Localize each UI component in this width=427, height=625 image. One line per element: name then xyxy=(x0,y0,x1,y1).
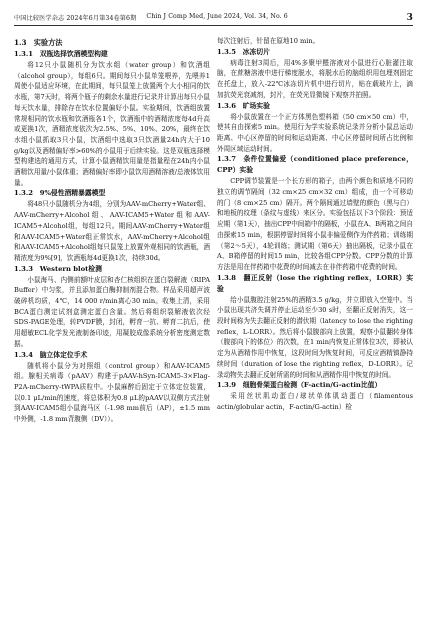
subsection-heading: 1.3.5 冰冻切片 xyxy=(217,47,270,56)
paragraph: 随机将小鼠分为对照组（control group）和AAV-ICAM5组。腺相关病毒（pAAV）构建于pAAV-hSyn-ICAM5-3×Flag-P2A-mCherry-tWPA质粒中。小鼠麻醉后固定于立体定位装置，以0.1 μL/min的速度，将总体积为0.8 μL的pAAV以双侧方式注射到AAV-ICAM5组小鼠海马区（-1.98 mm前后（AP），±1.5 mm中外侧，-1.8 mm背腹侧（DV））。 xyxy=(14,361,210,424)
subsection-heading: 1.3.9 细胞骨架蛋白检测（F-actin/G-actin比值） xyxy=(217,381,382,390)
paragraph: 病毒注射3周后，用4%多聚甲醛溶液对小鼠进行心脏灌注取脑，在蔗糖溶液中进行梯度脱水，将脱水后的脑组织用包埋剂固定在托盘上，放入-22℃冰冻切片机中进行切片，贴在载玻片上，滴加抗荧光衰减剂，封片，在荧光显微镜下观察并拍照。 xyxy=(217,58,413,99)
subsection-heading: 1.3.2 9%侵性酒精暴露模型 xyxy=(14,189,106,198)
journal-title-cn: 中国比较医学杂志 2024年6月第34卷第6期 xyxy=(14,15,137,22)
paragraph: 将12只小鼠随机分为饮水组（water group）和饮酒组（alcohol group），每组6只。期间每只小鼠单笼喂养，先喂养1周使小鼠适应环境，在此期间，每只鼠笼上放置两个大小相同的饮水瓶，第7天时，将两个瓶子的剩余水量进行记录并计算出每只小鼠每天饮水量，排除存在饮水位置偏好小鼠。实验期间，饮酒组放置常规相同的饮水瓶和饮酒瓶各1个，饮酒瓶中的酒精浓度每4d升高或更换1次，酒精浓度依次为2.5%、5%、10%、20%，最终在饮水组小鼠抓取3只小鼠，饮酒组中选取3只饮酒量24h内大于10 g/kg以及酒精偏好率>60%的小鼠用于后续实验。这是双瓶选择模型构建选的通用方式，计算小鼠酒精饮用量是指量程在24h内小鼠酒精饮用量/小鼠体重；酒精偏好率即小鼠饮用酒精溶液/总液体饮用量。 xyxy=(14,61,210,187)
left-column xyxy=(14,36,210,616)
paragraph: 小鼠海马、内侧前额叶皮层和杏仁核组织在蛋白裂解液（RIPA Buffer）中匀浆，并且添加蛋白酶抑制剂混合物。样品采用超声波破碎机均质，4℃，14 000 r/min离心30 min。收集上清，采用BCA蛋白测定试剂盒测定蛋白含量。然后将组织裂解液依次经SDS-PAGE处理，转PVDF膜，封闭，孵育一抗、孵育二抗后，使用超敏ECL化学发光液制备印迹，用凝胶成像系统分析密度测定数据。 xyxy=(14,275,210,348)
subsection-heading: 1.3.8 翻正反射（lose the righting reflex，LORR）实验 xyxy=(217,273,413,293)
subsection-heading: 1.3.6 旷场实验 xyxy=(217,101,270,110)
paragraph: 每次注射后，针留在原地10 min。 xyxy=(217,37,320,45)
paragraph: 将48只小鼠随机分为4组，分别为AAV-mCherry+Water组、AAV-mCherry+Alcohol组、AAV-ICAM5+Water组和AAV-ICAM5+Alcohol组，每组12只。期间AAV-mCherry+Water组和AAV-ICAM5+Water组正常饮水，AAV-mCherry+Alcohol组和AAV-ICAM5+Alcohol组每只鼠笼上放置外观相同的饮酒瓶，酒精浓度为9%[9]，饮酒瓶每4d更换1次，持续30d。 xyxy=(14,200,210,262)
subsection-heading: 1.3.4 脑立体定位手术 xyxy=(14,350,88,359)
paragraph: 采用丝状肌动蛋白/球状单体肌动蛋白（filamentous actin/globular actin，F-actin/G-actin）检 xyxy=(217,392,413,411)
subsection-heading: 1.3.1 双瓶选择饮酒模型构建 xyxy=(14,50,108,58)
subsection-heading: 1.3.3 Western blot检测 xyxy=(14,264,102,273)
right-column xyxy=(217,36,413,616)
subsection-heading: 1.3.7 条件位置偏爱（conditioned place preference，CPP）实验 xyxy=(217,155,413,175)
paragraph: 给小鼠腹腔注射25%的酒精3.5 g/kg，并立即放入空笼中。当小鼠出现共济失调并停止运动至少30 s时，至翻正反射消失，这一段时间称为失去翻正反射的潜伏期（latency to lose the righting reflex，L-LORR）。然后将小鼠腹部向上放置，观察小鼠翻转身体（腹部向下的体位）的次数，在1 min内恢复正常体位3次，即被认定为从酒精作用中恢复，这段时间为恢复时间，可反应酒精镇静持续时间（duration of lose the righting reflex，D-LORR）。记录动物失去翻正反射所需的时间和从酒精作用中恢复的时间。 xyxy=(217,295,413,379)
journal-info xyxy=(14,13,288,22)
section-heading: 1.3 实验方法 xyxy=(14,38,63,47)
journal-title-en: Chin J Comp Med, June 2024, Vol. 34, No. 6 xyxy=(146,13,288,20)
running-header xyxy=(14,12,413,26)
paragraph: CPP调节装置是一个长方形的箱子，由两个颜色和质地不同的独立的调节隔间（32 cm×25 cm×32 cm）组成，由一个可移动的门（8 cm×25 cm）隔开。两个隔间通过墙壁的颜色（黑与白）和地板的纹理（条纹与虚线）来区分。实验包括以下3个阶段：预适应期（第1天），抽出CPP中间箱中的隔板，小鼠在A、B两箱之间自由探索15 min，根据停留时间将小鼠非偏爱侧作为伴药箱；训练期（第2～5天），4轮训练；测试期（第6天）抽出隔板，记录小鼠在A、B箱停留的时间15 min，比较各组CPP分数。CPP分数的计算方法是用在伴药箱中花费的时间减去在非伴药箱中花费的时间。 xyxy=(217,177,413,271)
page-number: 3 xyxy=(406,12,413,23)
paragraph: 将小鼠放置在一个正方体黑色塑料箱（50 cm×50 cm）中，使其自由探索5 min。使用行为学实验系统记录并分析小鼠总运动距离、中心区停留的时间和运动距离、中心区停留时间所占比例和外周区域运动时间。 xyxy=(217,112,413,153)
